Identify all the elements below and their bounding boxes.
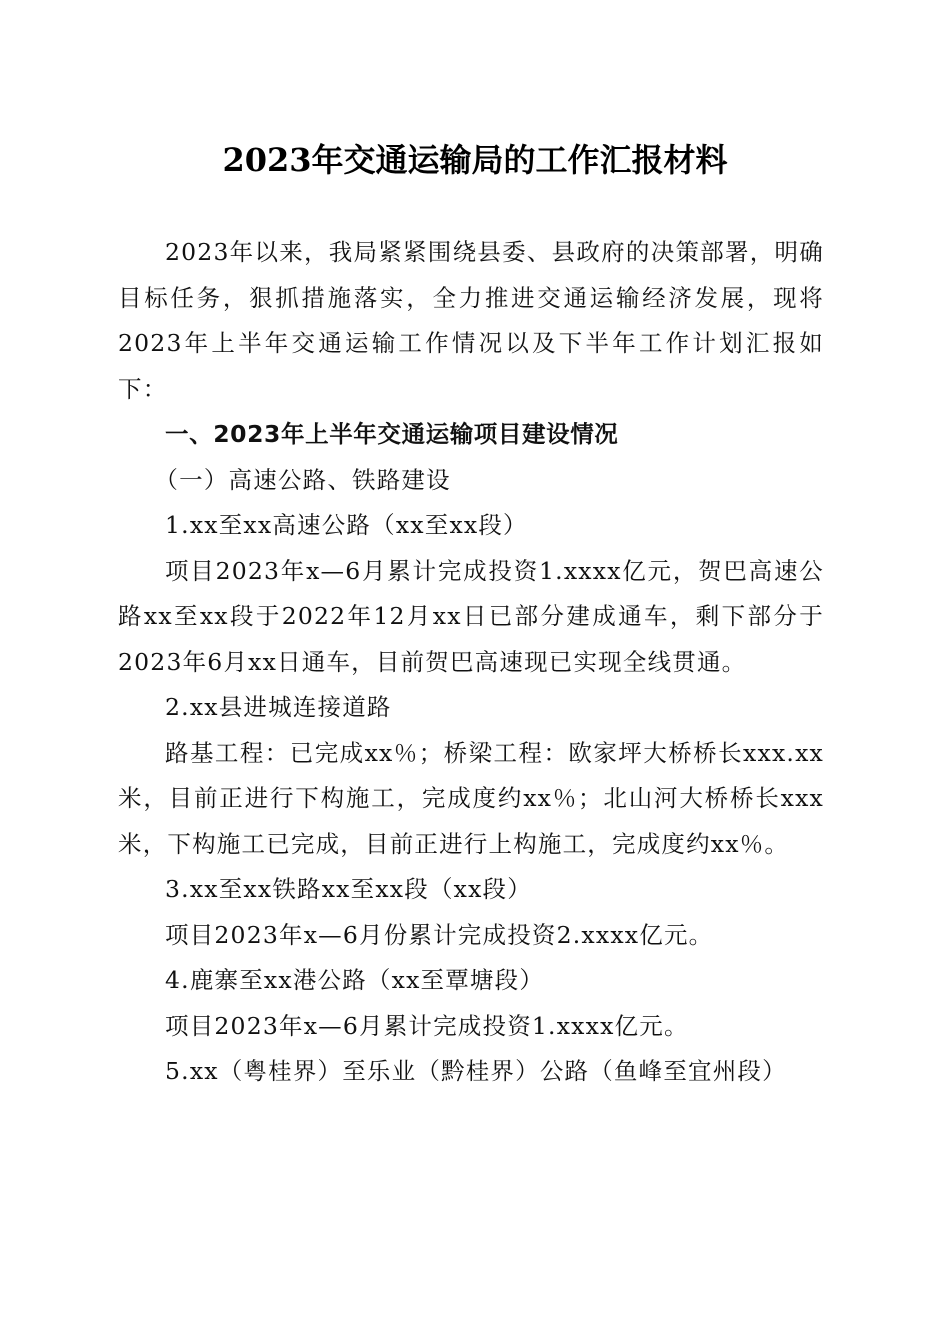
item-heading-3: 3.xx至xx铁路xx至xx段（xx段） (165, 875, 532, 903)
document-title: 2023年交通运输局的工作汇报材料 (222, 141, 728, 179)
intro-paragraph: 2023年以来，我局紧紧围绕县委、县政府的决策部署，明确目标任务，狠抓措施落实，全力推进交通运输经济发展，现将2023年上半年交通运输工作情况以及下半年工作计划汇报如下： (118, 238, 824, 403)
section-heading-1: 一、2023年上半年交通运输项目建设情况 (165, 420, 619, 448)
item-paragraph-1: 项目2023年x—6月累计完成投资1.xxxx亿元，贺巴高速公路xx至xx段于2022年12月xx日已部分建成通车，剩下部分于2023年6月xx日通车，目前贺巴高速现已实现全线贯通。 (118, 556, 824, 676)
document-body (118, 230, 824, 1095)
item-paragraph-4: 项目2023年x—6月累计完成投资1.xxxx亿元。 (165, 1011, 689, 1040)
item-paragraph-3: 项目2023年x—6月份累计完成投资2.xxxx亿元。 (165, 920, 714, 949)
item-paragraph-2: 路基工程：已完成xx％；桥梁工程：欧家坪大桥桥长xxx.xx米，目前正进行下构施工，完成度约xx％；北山河大桥桥长xxx米，下构施工已完成，目前正进行上构施工，完成度约xx％。 (118, 738, 824, 858)
item-heading-4: 4.鹿寨至xx港公路（xx至覃塘段） (165, 966, 545, 994)
subsection-heading-1: （一）高速公路、铁路建设 (154, 465, 451, 494)
item-heading-2: 2.xx县进城连接道路 (165, 693, 392, 721)
item-heading-1: 1.xx至xx高速公路（xx至xx段） (165, 511, 528, 539)
item-heading-5: 5.xx（粤桂界）至乐业（黔桂界）公路（鱼峰至宜州段） (165, 1057, 787, 1085)
